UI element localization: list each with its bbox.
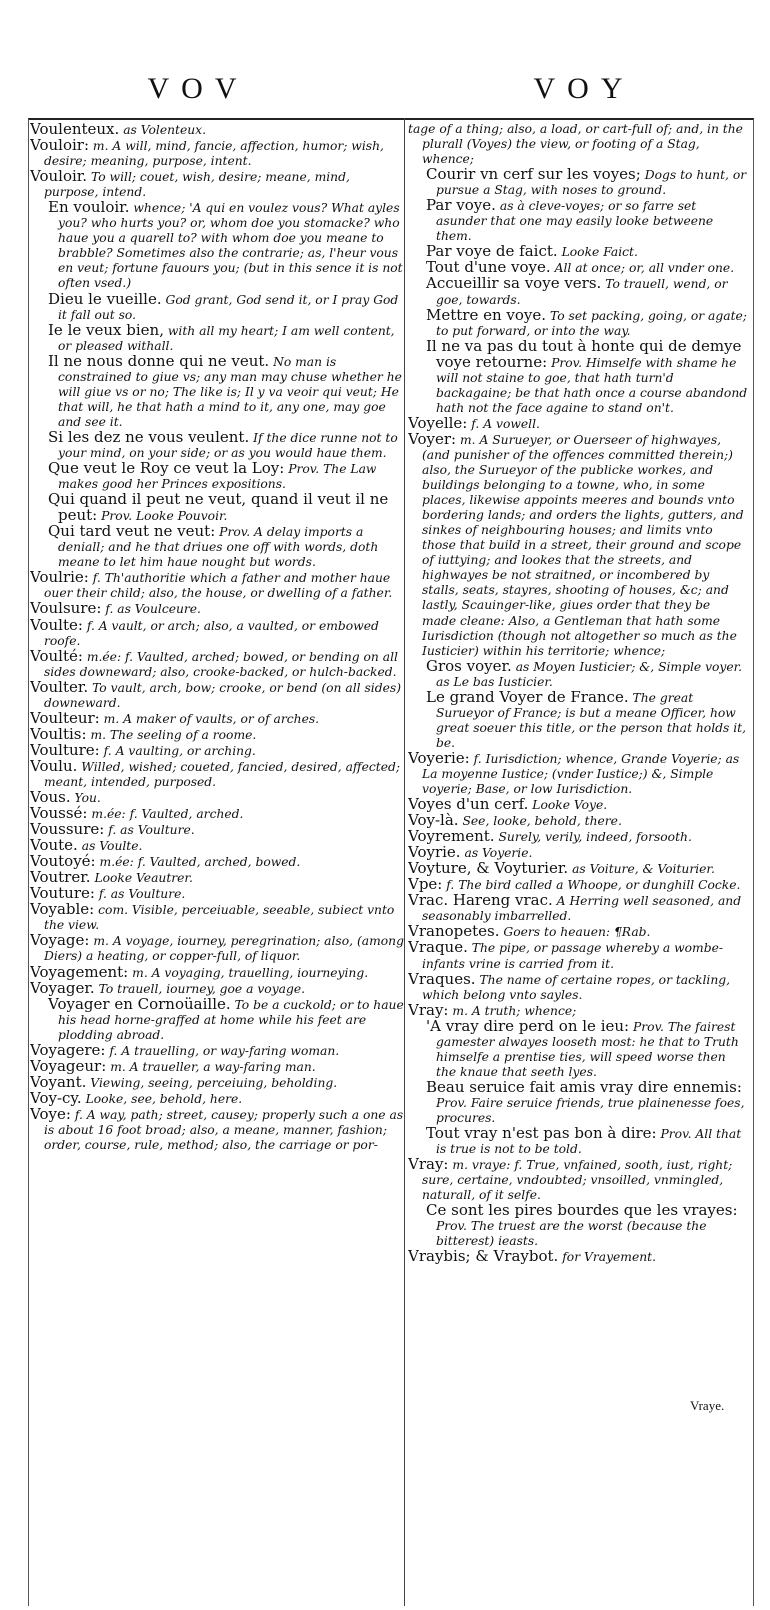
definition: as Voulte. [81, 839, 143, 854]
headword: Par voye de faict. [426, 242, 558, 261]
definition: Prov. Himselfe with shame he will not staine to goe, that hath turn'd backagaine; be that hath once a course abandond hath not the face againe to stand on't. [436, 355, 748, 415]
dictionary-entry [408, 940, 748, 971]
dictionary-entry [30, 427, 405, 461]
definition: Goers to heauen: ¶Rab. [503, 925, 651, 940]
definition: for Vrayement. [562, 1250, 656, 1265]
dictionary-entry [30, 320, 405, 354]
dictionary-entry [408, 122, 748, 167]
dictionary-entry [30, 461, 405, 492]
headword: Voute. [30, 836, 78, 855]
headword: Voulté: [30, 646, 83, 665]
left-column-heading: VOV [147, 72, 249, 105]
definition: You. [74, 791, 101, 806]
dictionary-entry [30, 677, 405, 711]
dictionary-entry [408, 198, 748, 244]
definition: Viewing, seeing, perceiuing, beholding. [90, 1075, 338, 1090]
definition: m. A voyaging, trauelling, iourneying. [132, 965, 369, 980]
dictionary-entry [30, 524, 405, 570]
dictionary-entry [408, 276, 748, 307]
headword: Ie le veux bien, [48, 320, 164, 339]
definition: f. as Voulceure. [105, 602, 201, 617]
definition: f. A trauelling, or way-faring woman. [109, 1043, 340, 1058]
headword: Voy-cy. [30, 1088, 82, 1107]
definition: m. vraye: f. True, vnfained, sooth, iust, right; sure, certaine, vndoubted; vnsoilled, vnmingled, naturall, of it selfe. [422, 1158, 733, 1203]
definition: m. The seeling of a roome. [90, 727, 257, 742]
definition: as Volenteux. [123, 123, 207, 137]
definition: m. A Surueyer, or Ouerseer of highwayes, (and punisher of the offences committed therein;) also, the Surueyor of the publicke workes, and buildings belonging to a towne, who, in some places, likewise appoints meeres and bounds vnto bordering lands; and orders the lights, gutters, and sinkes of neighbouring houses; and limits vnto those that build in a street, their ground and scope of iuttying; and lookes that the streets, and highwayes be not straitned, or incombered by stalls, seats, stayres, shooting of houses, &c; and lastly, Scauinger-like, giues order that they be made cleane: Also, a Gentleman that hath some Iurisdiction (though not altogether so much as the Iusticier) within his territorie; whence; [422, 432, 744, 658]
definition: m.ée: f. Vaulted, arched; bowed, or bending on all sides downeward; also, crooke-backed, or hulch-backed. [44, 649, 398, 679]
headword: Que veut le Roy ce veut la Loy: [48, 459, 285, 478]
dictionary-entry [408, 305, 748, 339]
headword: Dieu le vueille. [48, 289, 162, 308]
headword: Voyrement. [408, 827, 495, 846]
definition: as Voyerie. [464, 846, 533, 861]
headword: Courir vn cerf sur les voyes; [426, 165, 641, 184]
dictionary-entry [30, 570, 405, 601]
catchword: Vraye. [690, 1398, 725, 1413]
dictionary-entry [408, 1077, 748, 1126]
headword: Qui tard veut ne veut: [48, 522, 216, 541]
headword: Voyerie: [408, 748, 470, 767]
definition: m. A will, mind, fancie, affection, humor; wish, desire; meaning, purpose, intent. [44, 139, 384, 169]
headword: Voutrer. [30, 868, 91, 887]
dictionary-entry [30, 289, 405, 323]
headword: Voy-là. [408, 811, 459, 830]
definition: The pipe, or passage whereby a wombe-infants vrine is carried from it. [422, 941, 724, 971]
headword: Voyrie. [408, 843, 461, 862]
dictionary-entry [30, 740, 405, 759]
headword: Il ne nous donne qui ne veut. [48, 351, 270, 370]
definition: Surely, verily, indeed, forsooth. [498, 830, 692, 845]
headword: Voyage: [30, 931, 90, 950]
definition: The great Surueyor of France; is but a meane Officer, how great soeuer this title, or the person that holds it, be. [436, 690, 747, 750]
dictionary-entry [30, 646, 405, 680]
dictionary-entry [408, 1203, 748, 1249]
headword: Voyager en Cornoüaille. [48, 994, 231, 1013]
definition: To be a cuckold; or to haue his head horne-graffed at home while his feet are plodding abroad. [58, 997, 404, 1042]
definition: Looke Veautrer. [94, 871, 193, 886]
dictionary-entry [408, 687, 748, 751]
dictionary-entry [30, 1104, 405, 1153]
headword: Voulture: [30, 740, 100, 759]
definition: A Herring well seasoned, and seasonably imbarrelled. [422, 894, 742, 924]
dictionary-entry [30, 756, 405, 790]
definition: To vault, arch, bow; crooke, or bend (on all sides) downeward. [44, 680, 401, 710]
headword: Gros voyer. [426, 656, 512, 675]
headword: Voyture, & Voyturier. [408, 859, 569, 878]
dictionary-entry [30, 615, 405, 649]
definition: Prov. All that is true is not to be told. [436, 1127, 742, 1157]
headword: Vray: [408, 1155, 449, 1174]
headword: 'A vray dire perd on le ieu: [426, 1016, 630, 1035]
definition: f. Iurisdiction; whence, Grande Voyerie; as La moyenne Iustice; (vnder Iustice;) &, Simple voyerie; Base, or low Iurisdiction. [422, 751, 740, 797]
dictionary-entry [408, 656, 748, 690]
definition: Prov. Faire seruice friends, true plainenesse foes, procures. [436, 1095, 745, 1125]
headword: Voulte: [30, 615, 83, 634]
definition: Prov. The Law makes good her Princes expositions. [58, 462, 377, 492]
definition: To set packing, going, or agate; to put forward, or into the way. [436, 308, 747, 338]
headword: Vraque. [408, 938, 468, 957]
headword: Qui quand il peut ne veut, quand il veut il ne peut: [48, 490, 389, 525]
headword: Vranopetes. [408, 922, 500, 941]
definition: All at once; or, all vnder one. [554, 261, 735, 276]
definition: Looke Faict. [561, 245, 638, 260]
definition: f. as Voulture. [98, 887, 186, 902]
dictionary-entry [408, 1249, 748, 1265]
dictionary-entry [408, 429, 748, 659]
definition: Prov. The truest are the worst (because the bitterest) ieasts. [436, 1219, 707, 1249]
headword: Tout vray n'est pas bon à dire: [426, 1124, 657, 1143]
definition: f. The bird called a Whoope, or dunghill Cocke. [446, 878, 741, 893]
headword: Accueillir sa voye vers. [426, 274, 602, 293]
left-column [30, 122, 405, 1610]
headword: Voyable: [30, 900, 95, 919]
definition: m. A voyage, iourney, peregrination; also, (among Diers) a heating, or copper-full, of liquor. [44, 934, 404, 964]
headword: Voulu. [30, 756, 78, 775]
dictionary-entry [30, 933, 405, 964]
dictionary-entry [30, 902, 405, 933]
definition: f. A vaulting, or arching. [103, 743, 256, 758]
dictionary-entry [30, 492, 405, 524]
headword: Voye: [30, 1104, 71, 1123]
definition: Prov. A delay imports a deniall; and he that driues one off with words, doth meane to let him haue nought but words. [58, 525, 379, 570]
dictionary-entry [408, 1126, 748, 1157]
headword: Voulteur: [30, 708, 100, 727]
dictionary-entry [30, 822, 405, 838]
headword: Vouture: [30, 884, 95, 903]
definition: Prov. The fairest gamester alwayes looseth most: he that to Truth himselfe a prentise ties, will speed worse then the knaue that seeth lyes. [436, 1019, 739, 1079]
dictionary-entry [30, 200, 405, 291]
definition: m.ée: f. Vaulted, arched, bowed. [99, 855, 301, 870]
headword: Ce sont les pires bourdes que les vrayes: [426, 1201, 738, 1220]
headword: Le grand Voyer de France. [426, 687, 629, 706]
definition: f. A vowell. [471, 416, 540, 431]
headword: Voulsure: [30, 599, 102, 618]
running-header [28, 72, 754, 118]
definition: f. A vault, or arch; also, a vaulted, or embowed roofe. [44, 618, 379, 648]
definition: f. A way, path; street, causey; properly such a one as is about 16 foot broad; also, a meane, manner, fashion; order, course, rule, method; also, the carriage or por- [44, 1107, 404, 1153]
headword: Il ne va pas du tout à honte qui de demye voye retourne: [426, 336, 742, 371]
dictionary-entry [408, 1157, 748, 1203]
dictionary-entry [408, 969, 748, 1003]
headword: Voyagement: [30, 962, 129, 981]
definition: f. as Voulture. [108, 823, 195, 838]
headword: Voyagere: [30, 1040, 106, 1059]
dictionary-entry [30, 169, 405, 200]
definition: If the dice runne not to your mind, on your side; or as you would haue them. [58, 430, 398, 460]
definition: m. A traueller, a way-faring man. [110, 1059, 316, 1074]
dictionary-entry [408, 167, 748, 198]
headword: Voulrie: [30, 568, 89, 587]
headword: Vous. [30, 788, 71, 807]
dictionary-entry [30, 1088, 405, 1107]
headword: Vraybis; & Vraybot. [408, 1247, 559, 1266]
right-column [408, 122, 748, 1610]
definition: Dogs to hunt, or pursue a Stag, with noses to ground. [436, 168, 747, 198]
dictionary-entry [30, 994, 405, 1043]
dictionary-entry [408, 1016, 748, 1080]
headword: Voyer: [408, 429, 457, 448]
definition: To will; couet, wish, desire; meane, mind, purpose, intend. [44, 170, 350, 200]
definition: To trauell, iourney, goe a voyage. [98, 981, 306, 996]
headword: Voussé: [30, 804, 88, 823]
headword: Voyageur: [30, 1056, 107, 1075]
headword: Beau seruice fait amis vray dire ennemis: [426, 1077, 742, 1096]
dictionary-entry [30, 138, 405, 169]
definition: Willed, wished; coueted, fancied, desired, affected; meant, intended, purposed. [44, 759, 401, 789]
definition: tage of a thing; also, a load, or cart-full of; and, in the plurall (Voyes) the view, or footing of a Stag, whence; [408, 122, 743, 167]
definition: Prov. Looke Pouvoir. [101, 509, 228, 524]
headword: Vouloir. [30, 167, 88, 186]
definition: m.ée: f. Vaulted, arched. [91, 807, 244, 822]
headword: Vraques. [408, 969, 476, 988]
dictionary-entry [30, 1072, 405, 1091]
right-column-heading: VOY [533, 72, 635, 105]
definition: The name of certaine ropes, or tackling, which belong vnto sayles. [422, 972, 731, 1002]
definition: with all my heart; I am well content, or pleased withall. [58, 323, 395, 353]
headword: Tout d'une voye. [426, 258, 551, 277]
headword: Vpe: [408, 875, 443, 894]
dictionary-entry [408, 336, 748, 416]
headword: En vouloir. [48, 198, 130, 217]
headword: Voyager. [30, 978, 95, 997]
definition: m. A truth; whence; [452, 1003, 577, 1018]
definition: To trauell, wend, or goe, towards. [436, 277, 728, 307]
headword: Voyant. [30, 1072, 87, 1091]
definition: Looke, see, behold, here. [85, 1091, 243, 1106]
definition: m. A maker of vaults, or of arches. [103, 711, 320, 726]
definition: No man is constrained to giue vs; any man may chuse whether he will giue vs or no; The like is; Il y va veoir qui veut; He that will, he that hath a mind to it, any one, may goe and see it. [58, 354, 402, 429]
headword: Voutoyé: [30, 852, 96, 871]
headword: Par voye. [426, 196, 496, 215]
headword: Voyes d'un cerf. [408, 795, 529, 814]
definition: God grant, God send it, or I pray God it fall out so. [58, 292, 399, 322]
definition: as Voiture, & Voiturier. [572, 862, 715, 877]
headword: Vray: [408, 1000, 449, 1019]
headword: Voultis: [30, 724, 87, 743]
headword: Vouloir: [30, 136, 89, 155]
dictionary-entry [408, 413, 748, 432]
dictionary-entry [30, 351, 405, 430]
headword: Mettre en voye. [426, 305, 547, 324]
dictionary-entry [408, 748, 748, 797]
headword: Voulter. [30, 677, 89, 696]
definition: whence; 'A qui en voulez vous? What ayles you? who hurts you? or, whom doe you stomacke? who haue you a quarell to? with whom doe you meane to brabble? Sometimes also the contrarie; as, l'heur vous en veut; fortune fauours you; (but in this sence it is not often vsed.) [58, 201, 403, 291]
headword: Voussure: [30, 820, 105, 839]
headword: Si les dez ne vous veulent. [48, 427, 250, 446]
definition: as à cleve-voyes; or so farre set asunder that one may easily looke betweene them. [436, 199, 714, 244]
dictionary-entry [408, 797, 748, 813]
definition: See, looke, behold, there. [462, 814, 622, 829]
definition: Looke Voye. [532, 798, 608, 813]
definition: f. Th'authoritie which a father and mother haue ouer their child; also, the house, or dwelling of a father. [44, 571, 393, 601]
headword: Voulenteux. [30, 122, 120, 138]
dictionary-entry [30, 601, 405, 617]
headword: Voyelle: [408, 413, 468, 432]
dictionary-entry [408, 893, 748, 924]
headword: Vrac. Hareng vrac. [408, 891, 553, 910]
definition: as Moyen Iusticier; &, Simple voyer. as Le bas Iusticier. [436, 659, 743, 689]
definition: com. Visible, perceiuable, seeable, subiect vnto the view. [44, 903, 395, 933]
dictionary-entry [408, 861, 748, 877]
